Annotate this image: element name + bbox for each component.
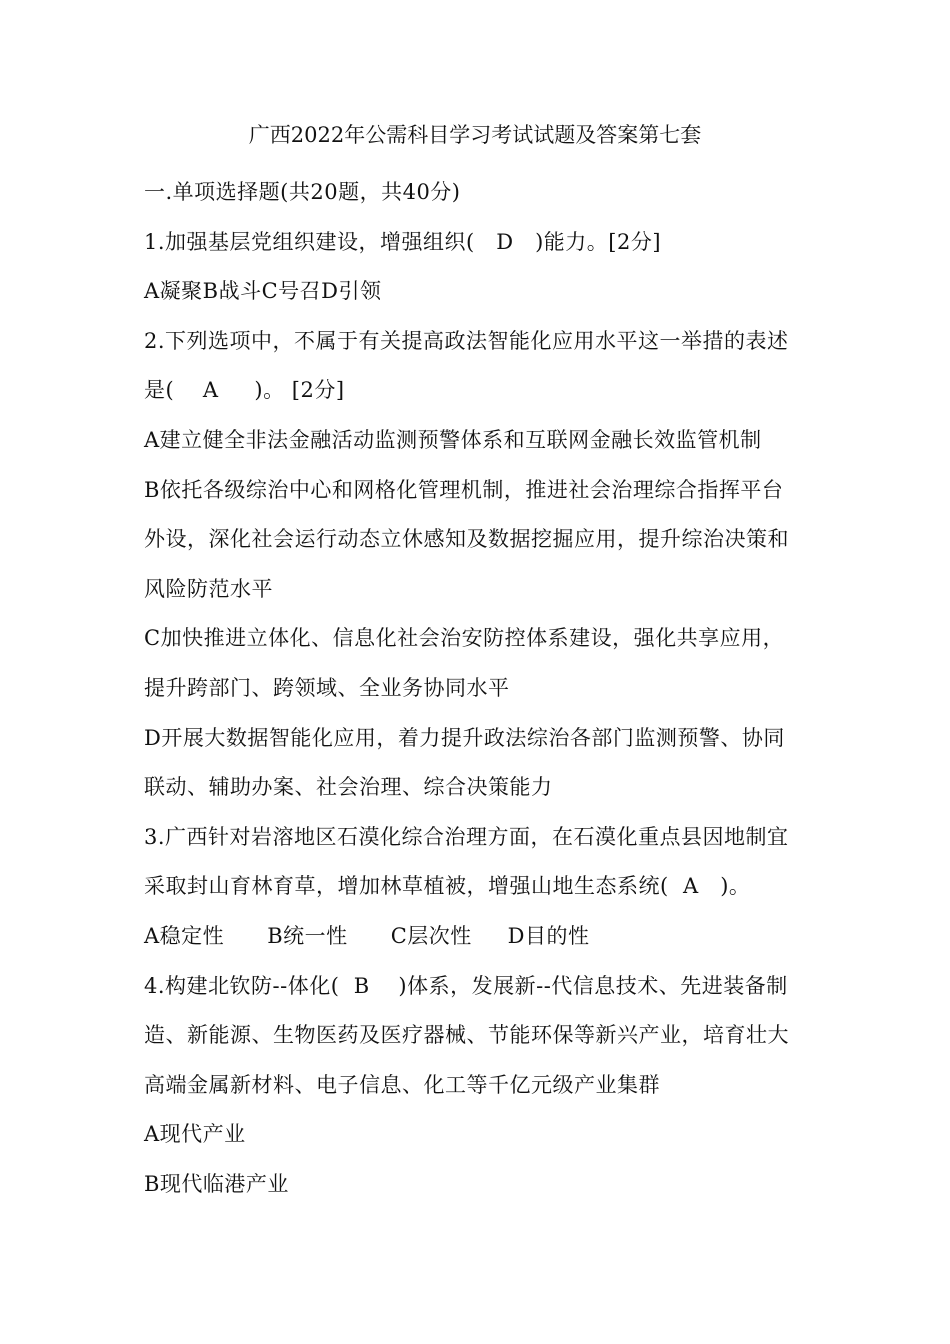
question-1: 1.加强基层党组织建设，增强组织( D )能力。[2分]	[144, 229, 662, 254]
section-heading: 一.单项选择题(共20题，共40分)	[144, 180, 461, 204]
question-2-option-b-line-2: 外设，深化社会运行动态立休感知及数据挖掘应用，提升综治决策和	[144, 527, 789, 552]
question-4-option-b: B现代临港产业	[144, 1171, 289, 1196]
question-2-option-b-line-1: B依托各级综治中心和网格化管理机制，推进社会治理综合指挥平台	[144, 477, 784, 502]
question-3-options: A稳定性 B统一性 C层次性 D目的性	[144, 923, 590, 948]
document-body	[144, 168, 816, 1209]
question-2-option-b-line-3: 风险防范水平	[144, 576, 273, 601]
question-2-option-a: A建立健全非法金融活动监测预警体系和互联网金融长效监管机制	[144, 427, 762, 452]
question-2-line-2: 是( A )。 [2分]	[144, 378, 345, 403]
question-2-option-d-line-2: 联动、辅助办案、社会治理、综合决策能力	[144, 775, 553, 800]
question-3-line-2: 采取封山育林育草，增加林草植被，增强山地生态系统( A )。	[144, 874, 751, 899]
document-title: 广西2022年公需科目学习考试试题及答案第七套	[248, 123, 702, 147]
question-4-line-3: 高端金属新材料、电子信息、化工等千亿元级产业集群	[144, 1072, 660, 1097]
question-4-line-1: 4.构建北钦防--体化( B )体系，发展新--代信息技术、先进装备制	[144, 973, 788, 998]
question-2-option-c-line-2: 提升跨部门、跨领域、全业务协同水平	[144, 675, 510, 700]
question-4-option-a: A现代产业	[144, 1122, 246, 1147]
question-2-option-d-line-1: D开展大数据智能化应用，着力提升政法综治各部门监测预警、协同	[144, 725, 785, 750]
question-4-line-2: 造、新能源、生物医药及医疗器械、节能环保等新兴产业，培育壮大	[144, 1023, 789, 1048]
question-2-line-1: 2.下列选项中，不属于有关提高政法智能化应用水平这一举措的表述	[144, 328, 789, 353]
question-2-option-c-line-1: C加快推进立体化、信息化社会治安防控体系建设，强化共享应用，	[144, 626, 785, 651]
question-1-options: A凝聚B战斗C号召D引领	[144, 279, 382, 304]
question-3-line-1: 3.广西针对岩溶地区石漠化综合治理方面，在石漠化重点县因地制宜	[144, 824, 789, 849]
